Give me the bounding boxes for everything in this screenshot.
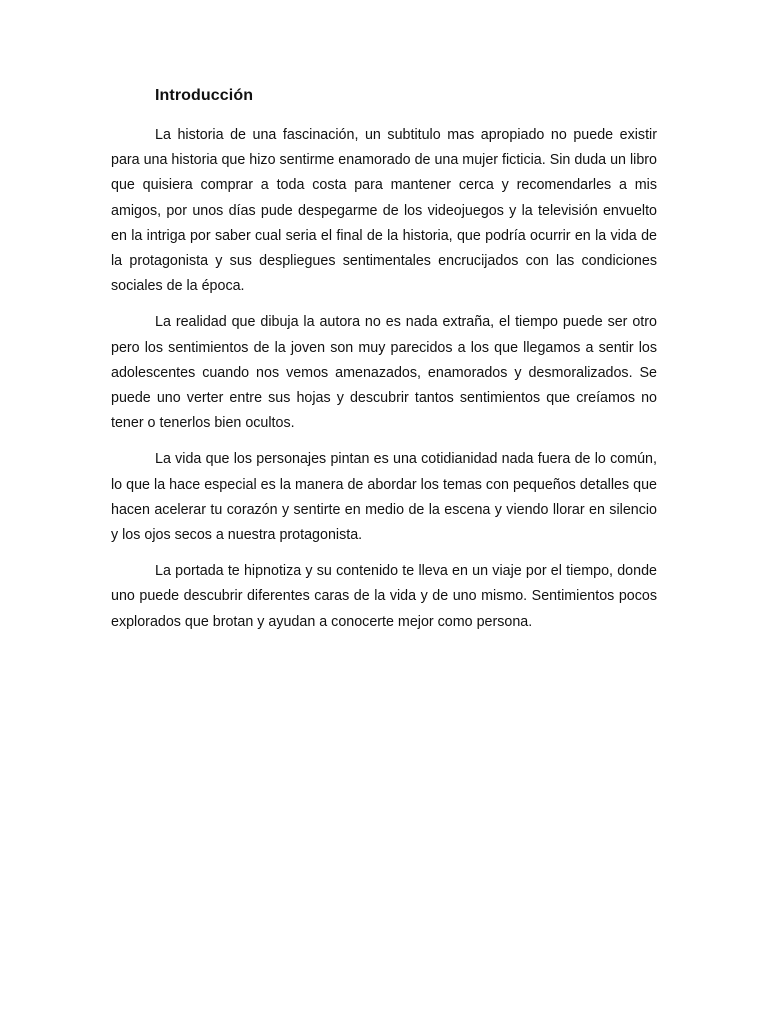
paragraph-3: La vida que los personajes pintan es una cotidianidad nada fuera de lo común, lo que la hace especial es la manera de abordar los temas con pequeños detalles que hacen acelerar tu corazón y sentirte en medio de la escena y viendo llorar en silencio y los ojos secos a nuestra protagonista.: [111, 451, 657, 544]
paragraph-1: La historia de una fascinación, un subtitulo mas apropiado no puede existir para una historia que hizo sentirme enamorado de una mujer ficticia. Sin duda un libro que quisiera comprar a toda costa para mantener cerca y recomendarles a mis amigos, por unos días pude despegarme de los videojuegos y la televisión envuelto en la intriga por saber cual seria el final de la historia, que podría ocurrir en la vida de la protagonista y sus despliegues sentimentales encrucijados con las condiciones sociales de la época.: [111, 127, 657, 295]
paragraph-2: La realidad que dibuja la autora no es nada extraña, el tiempo puede ser otro pero los sentimientos de la joven son muy parecidos a los que llegamos a sentir los adolescentes cuando nos vemos amenazados, enamorados y desmoralizados. Se puede uno verter entre sus hojas y descubrir tantos sentimientos que creíamos no tener o tenerlos bien ocultos.: [111, 314, 657, 432]
paragraph-4: La portada te hipnotiza y su contenido te lleva en un viaje por el tiempo, donde uno puede descubrir diferentes caras de la vida y de uno mismo. Sentimientos pocos explorados que brotan y ayudan a conocerte mejor como persona.: [111, 563, 657, 630]
section-heading: Introducción: [155, 87, 254, 104]
body-text: [111, 123, 657, 646]
